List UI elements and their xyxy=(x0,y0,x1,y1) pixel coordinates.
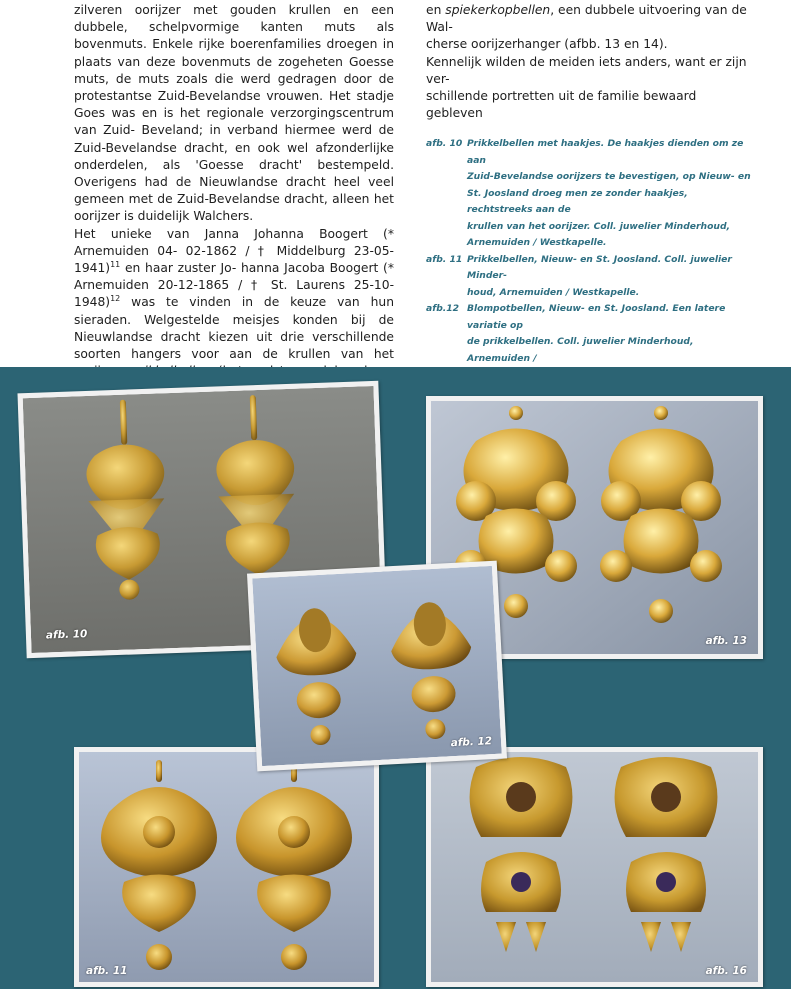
paragraph-2: Het unieke van Janna Johanna Boogert (* Arnemuiden 04- 02-1862 / † Middelburg 23-05-1941)$^{11}$ en haar zuster Jo- hanna Jacoba Boogert (* Arnemuiden 20-12-1865 / † St. Laurens 25-10-1948)$^{12}$ was te vinden in de keuze van hun sieraden. Welgestelde meisjes konden bij de Nieuwlandse dracht kiezen uit drie verschillende soorten hangers voor aan de krullen van het xyxy=(74,226,395,362)
photo-afb-16[interactable] xyxy=(426,747,763,987)
photo-panel xyxy=(0,367,791,989)
caption-afb-11: afb. 11 Prikkelbellen, Nieuw- en St. Joosland. Coll. juwelier Minder- houd, Arnemuiden / Westkapelle. xyxy=(426,252,756,302)
caption-number: afb.12 xyxy=(426,303,460,315)
footnote-12[interactable]: 12 xyxy=(110,294,121,304)
photo-afb-11[interactable] xyxy=(74,747,379,987)
caption-number: afb. 11 xyxy=(426,253,463,265)
earring-image xyxy=(431,752,758,982)
paragraph-3: en spiekerkopbellen, een dubbele uitvoering van de Wal- cherse oorijzerhanger (afbb. 13 en 14). Kennelijk wilden de meiden iets anders, want er zijn ver- schillende portretten uit de familie bewaard gebleven xyxy=(426,3,747,121)
photo-label: afb. 10 xyxy=(45,628,88,642)
photo-afb-12[interactable] xyxy=(247,561,507,772)
caption-afb-12: afb.12 Blompotbellen, Nieuw- en St. Joosland. Een latere variatie op de prikkelbellen. Coll. juwelier Minderhoud, Arnemuiden / xyxy=(426,301,756,384)
footnote-11[interactable]: 11 xyxy=(110,259,121,269)
photo-label: afb. 16 xyxy=(705,965,747,977)
earring-image xyxy=(79,752,374,982)
caption-afb-10: afb. 10 Prikkelbellen met haakjes. De haakjes dienden om ze aan Zuid-Bevelandse oorijzers te bevestigen, op Nieuw- en St. Joosland droeg men ze zonder haakjes, rechtstreeks aan de krullen van het oorijzer. Coll. juwelier Minderhoud, Arnemuiden / Westkapelle. xyxy=(426,136,756,252)
caption-number: afb. 10 xyxy=(426,138,463,150)
photo-label: afb. 13 xyxy=(705,635,747,647)
photo-label: afb. 11 xyxy=(86,965,128,977)
photo-label: afb. 12 xyxy=(450,735,493,750)
paragraph-1: zilveren oorijzer met gouden krullen en een dubbele, schelpvormige kanten muts als bovenmuts. Enkele rijke boerenfamilies droegen in plaats van deze bovenmuts de zogeheten Goesse muts, de muts zoals die werd gedragen door de protestantse Zuid-Bevelandse vrouwen. Het stadje Goes was en is het regionale verzorgingscentrum van Zuid- Beveland; in verband hiermee werd de Zuid-Bevelandse dracht, en ook wel afzonderlijke onderdelen, als 'Goesse dracht' bestempeld. Overigens had de Nieuwlandse dracht heel veel gemeen met de Zuid-Bevelandse dracht, alleen het oorijzer is duidelijk Walchers. xyxy=(74,3,394,224)
